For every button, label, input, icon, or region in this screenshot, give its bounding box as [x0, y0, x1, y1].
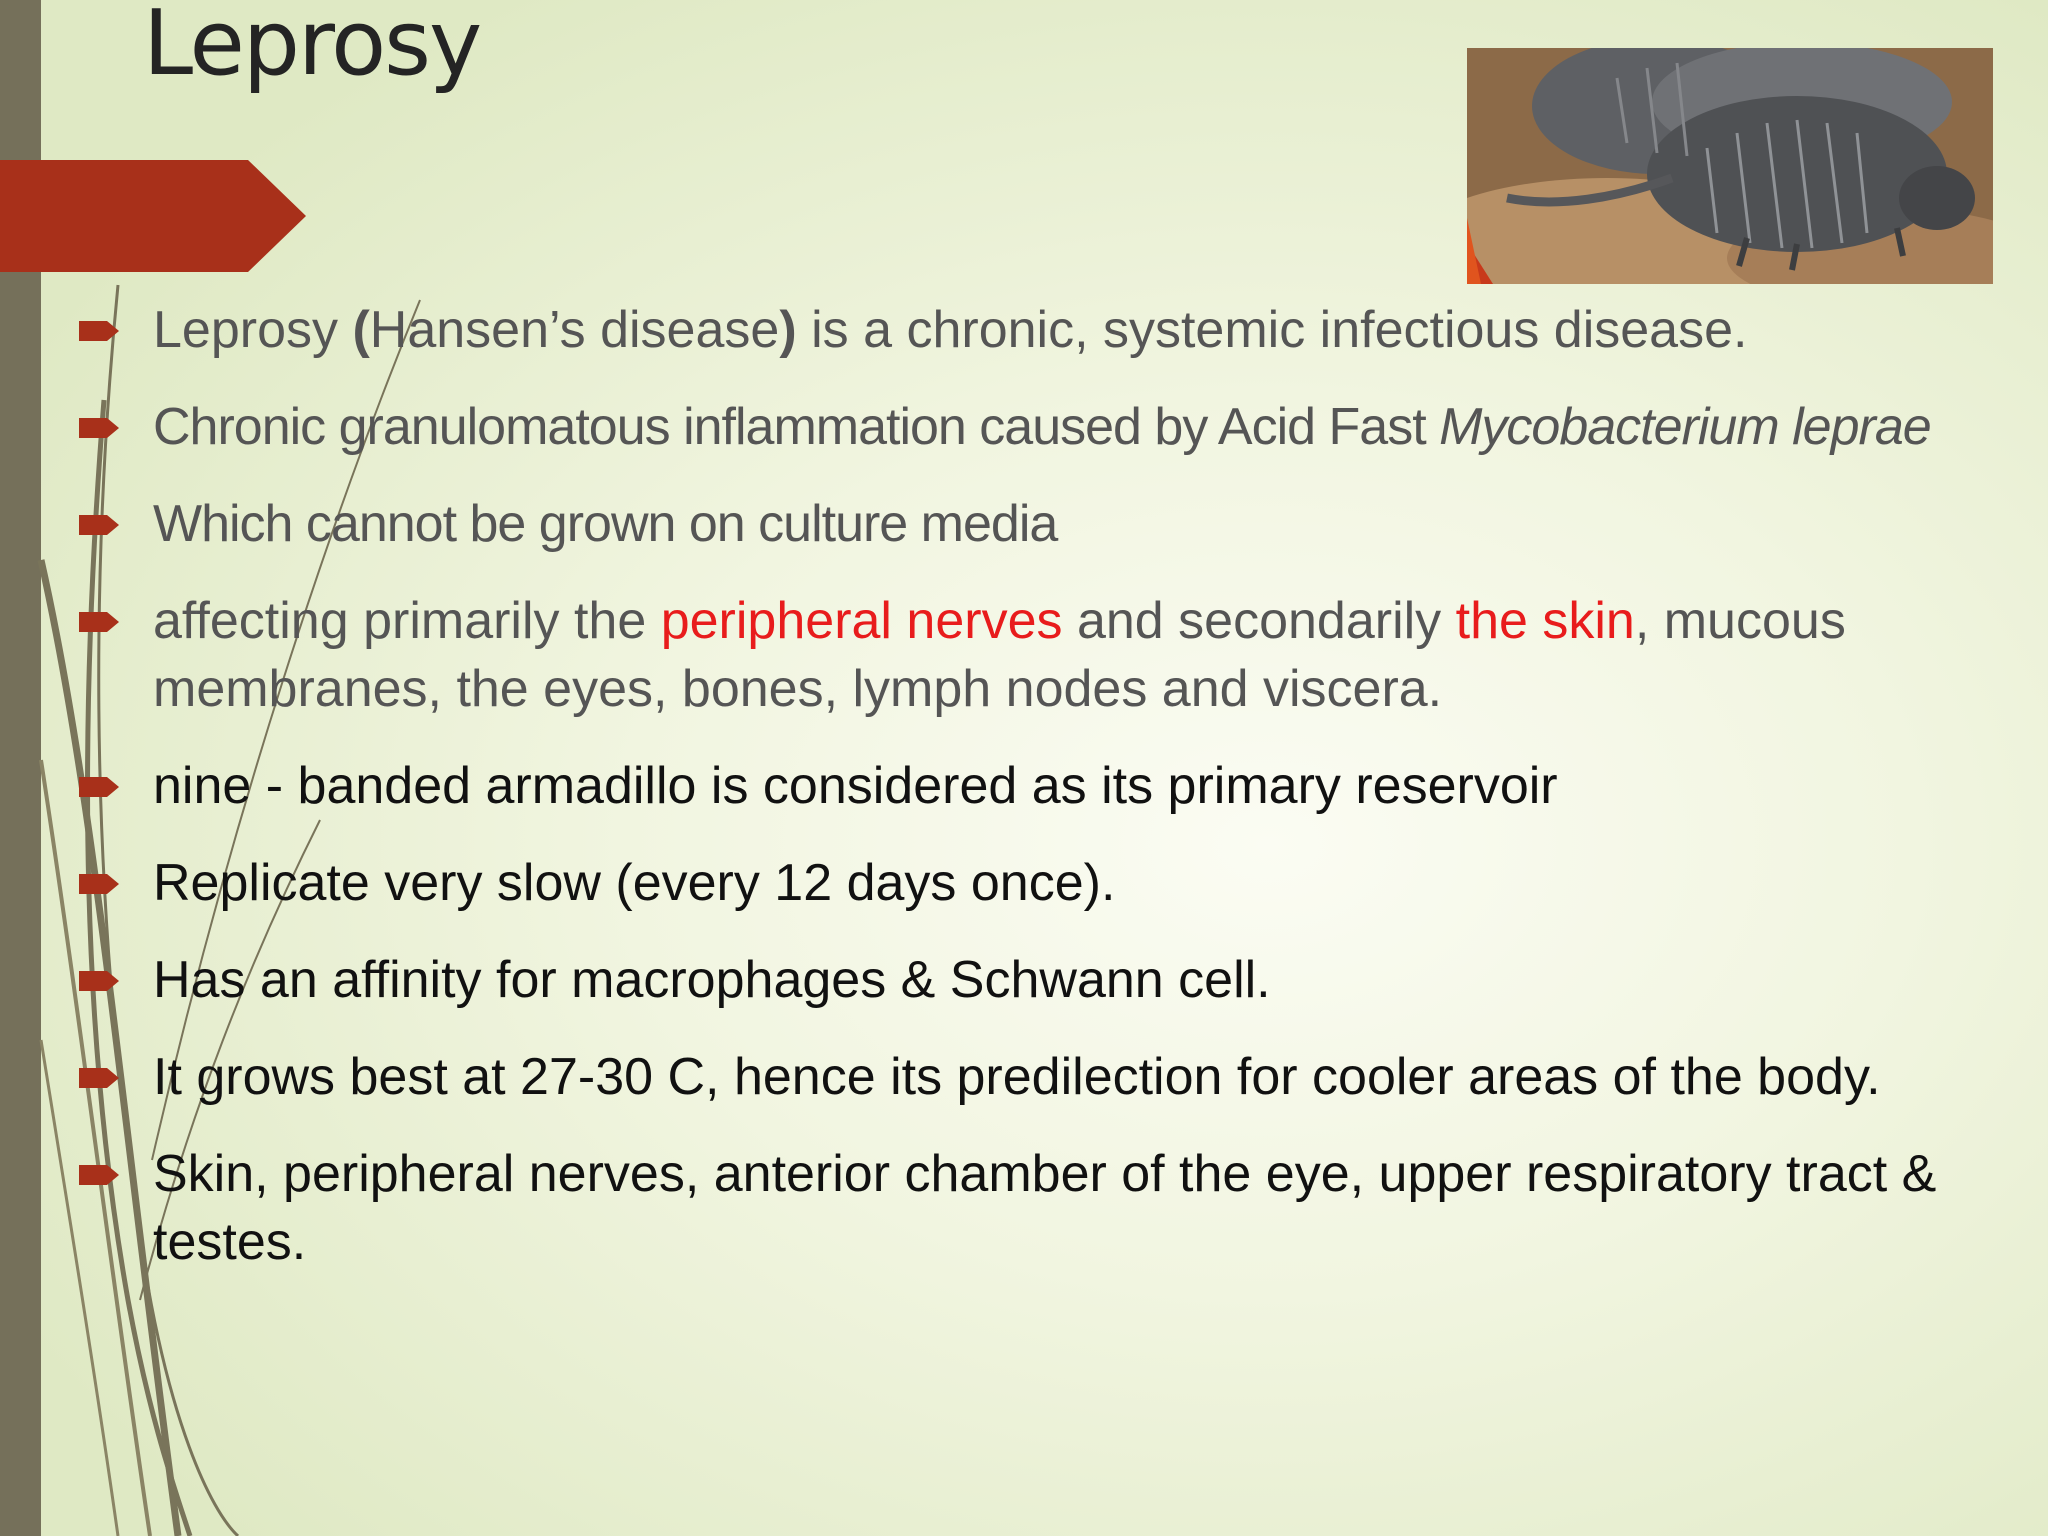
highlight-text: the skin	[1455, 592, 1635, 650]
arrow-bullet-icon	[79, 512, 123, 538]
bullet-item-6	[153, 849, 2013, 917]
bullet-text: and secondarily	[1062, 592, 1456, 650]
bullet-text: Skin, peripheral nerves, anterior chamber of the eye, upper respiratory tract & testes.	[153, 1145, 1937, 1271]
highlight-text: peripheral nerves	[660, 592, 1063, 650]
bullet-item-9	[153, 1140, 2013, 1276]
bullet-item-7	[153, 946, 2013, 1014]
bullet-text: Replicate very slow (every 12 days once).	[153, 854, 1116, 912]
armadillo-image	[1467, 48, 1993, 284]
bullet-text: It grows best at 27-30 C, hence its predilection for cooler areas of the body.	[153, 1048, 1881, 1106]
bullet-text: Has an affinity for macrophages & Schwann cell.	[153, 951, 1271, 1009]
bullet-text: nine - banded armadillo is considered as its primary reservoir	[153, 757, 1558, 815]
bullet-text: Hansen’s disease	[369, 301, 780, 359]
bullet-item-3	[153, 490, 2013, 558]
arrow-bullet-icon	[79, 968, 123, 994]
bullet-text: Leprosy	[153, 301, 353, 359]
arrow-bullet-icon	[79, 415, 123, 441]
bullet-text: (	[352, 301, 370, 359]
arrow-bullet-icon	[79, 318, 123, 344]
bullet-text: Which cannot be grown on culture media	[153, 495, 1058, 553]
organism-name: Mycobacterium leprae	[1439, 398, 1931, 456]
bullet-item-2	[153, 393, 2013, 461]
bullet-item-4	[153, 587, 2013, 723]
bullet-text: affecting primarily the	[153, 592, 661, 650]
bullet-list	[153, 296, 2013, 1305]
arrow-bullet-icon	[79, 1162, 123, 1188]
arrow-bullet-icon	[79, 1065, 123, 1091]
arrow-bullet-icon	[79, 774, 123, 800]
slide-title: Leprosy	[143, 0, 481, 96]
bullet-item-1	[153, 296, 2013, 364]
bullet-item-5	[153, 752, 2013, 820]
arrow-bullet-icon	[79, 871, 123, 897]
arrow-bullet-icon	[79, 609, 123, 635]
bullet-text: Chronic granulomatous inflammation caused by Acid Fast	[153, 398, 1440, 456]
bullet-text: )	[779, 301, 797, 359]
bullet-text: , mucous membranes, the eyes, bones, lymph nodes and viscera.	[153, 592, 1846, 718]
arrow-ribbon	[0, 160, 306, 272]
bullet-item-8	[153, 1043, 2013, 1111]
bullet-text: is a chronic, systemic infectious disease.	[796, 301, 1748, 359]
